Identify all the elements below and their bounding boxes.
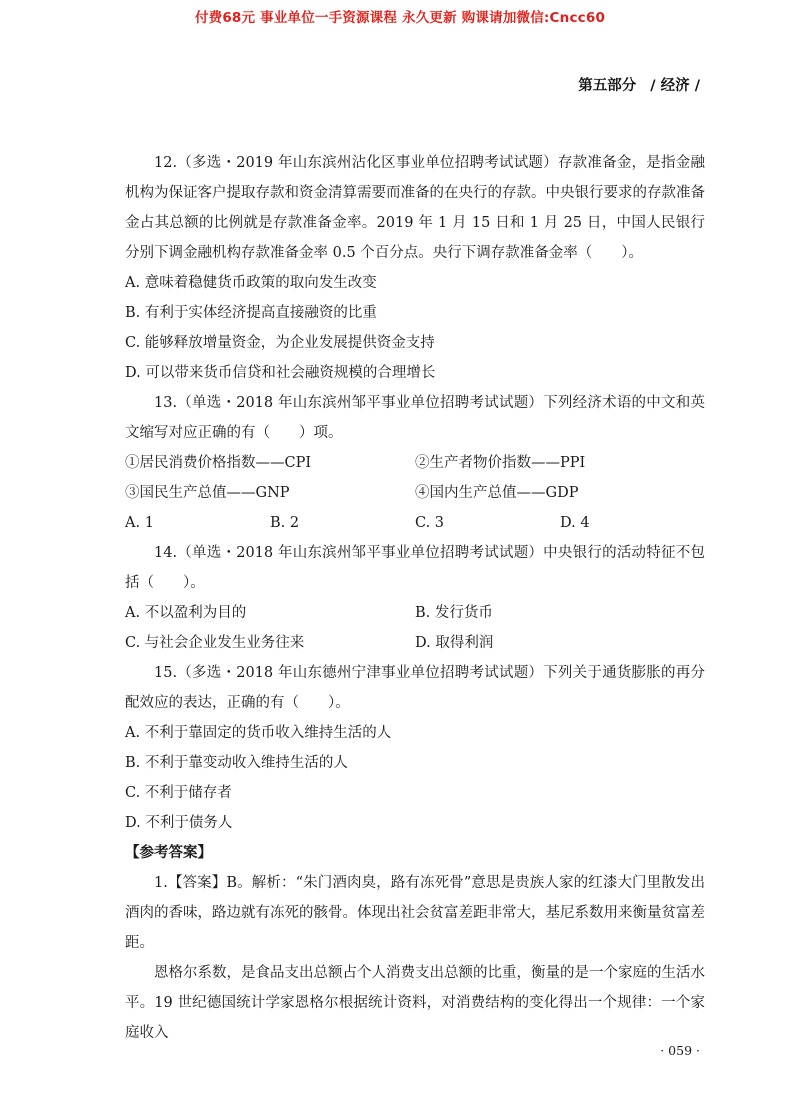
question-15-option-a: A. 不利于靠固定的货币收入维持生活的人 xyxy=(125,725,392,741)
question-15-option-b: B. 不利于靠变动收入维持生活的人 xyxy=(125,755,348,771)
question-12-option-b: B. 有利于实体经济提高直接融资的比重 xyxy=(125,305,377,321)
question-14-options-row-1 xyxy=(125,598,705,628)
question-13-item-4: ④国内生产总值——GDP xyxy=(415,485,579,501)
page-number: · 059 · xyxy=(660,1043,700,1058)
question-12-stem: 12.（多选・2019 年山东滨州沾化区事业单位招聘考试试题）存款准备金，是指金融机构为保证客户提取存款和资金清算需要而准备的在央行的存款。中央银行要求的存款准备金占其总额的比例就是存款准备金率。2019 年 1 月 15 日和 1 月 25 日，中国人民银行分别下调金融机构存款准备金率 0.5 个百分点。央行下调存款准备金率（ ）。 xyxy=(125,155,705,261)
section-subject: / 经济 / xyxy=(650,78,700,94)
question-13-item-1: ①居民消费价格指数——CPI xyxy=(125,455,312,471)
question-14-option-b: B. 发行货币 xyxy=(415,605,493,621)
question-13-option-c: C. 3 xyxy=(415,515,445,531)
question-13-items-row-2 xyxy=(125,478,705,508)
question-13-stem: 13.（单选・2018 年山东滨州邹平事业单位招聘考试试题）下列经济术语的中文和英文缩写对应正确的有（ ）项。 xyxy=(125,395,705,441)
section-part: 第五部分 xyxy=(578,78,637,94)
question-15-option-d: D. 不利于债务人 xyxy=(125,815,233,831)
question-14-option-d: D. 取得利润 xyxy=(415,635,494,651)
question-12-option-d: D. 可以带来货币信贷和社会融资规模的合理增长 xyxy=(125,365,436,381)
watermark-banner: 付费68元 事业单位一手资源课程 永久更新 购课请加微信:Cncc60 xyxy=(194,10,606,26)
question-12-option-a: A. 意味着稳健货币政策的取向发生改变 xyxy=(125,275,377,291)
question-12-option-c: C. 能够释放增量资金，为企业发展提供资金支持 xyxy=(125,335,435,351)
answers-title: 【参考答案】 xyxy=(125,845,212,861)
question-13-item-3: ③国民生产总值——GNP xyxy=(125,485,290,501)
question-13-option-b: B. 2 xyxy=(270,515,300,531)
answer-1-paragraph-2: 恩格尔系数，是食品支出总额占个人消费支出总额的比重，衡量的是一个家庭的生活水平。19 世纪德国统计学家恩格尔根据统计资料，对消费结构的变化得出一个规律：一个家庭收入 xyxy=(125,965,705,1041)
question-14-stem: 14.（单选・2018 年山东滨州邹平事业单位招聘考试试题）中央银行的活动特征不包括（ ）。 xyxy=(125,545,705,591)
section-header xyxy=(578,74,700,95)
question-14-option-a: A. 不以盈利为目的 xyxy=(125,605,247,621)
document-body xyxy=(125,148,705,1048)
question-14-options-row-2 xyxy=(125,628,705,658)
question-13-option-a: A. 1 xyxy=(125,515,154,531)
answer-1-paragraph: 1.【答案】B。解析：“朱门酒肉臭，路有冻死骨”意思是贵族人家的红漆大门里散发出酒肉的香味，路边就有冻死的骸骨。体现出社会贫富差距非常大，基尼系数用来衡量贫富差距。 xyxy=(125,875,705,951)
question-13-items-row-1 xyxy=(125,448,705,478)
question-13-options xyxy=(125,508,705,538)
question-13-item-2: ②生产者物价指数——PPI xyxy=(415,455,586,471)
question-15-option-c: C. 不利于储存者 xyxy=(125,785,232,801)
question-15-stem: 15.（多选・2018 年山东德州宁津事业单位招聘考试试题）下列关于通货膨胀的再分配效应的表达，正确的有（ ）。 xyxy=(125,665,705,711)
question-13-option-d: D. 4 xyxy=(560,515,590,531)
question-14-option-c: C. 与社会企业发生业务往来 xyxy=(125,635,305,651)
